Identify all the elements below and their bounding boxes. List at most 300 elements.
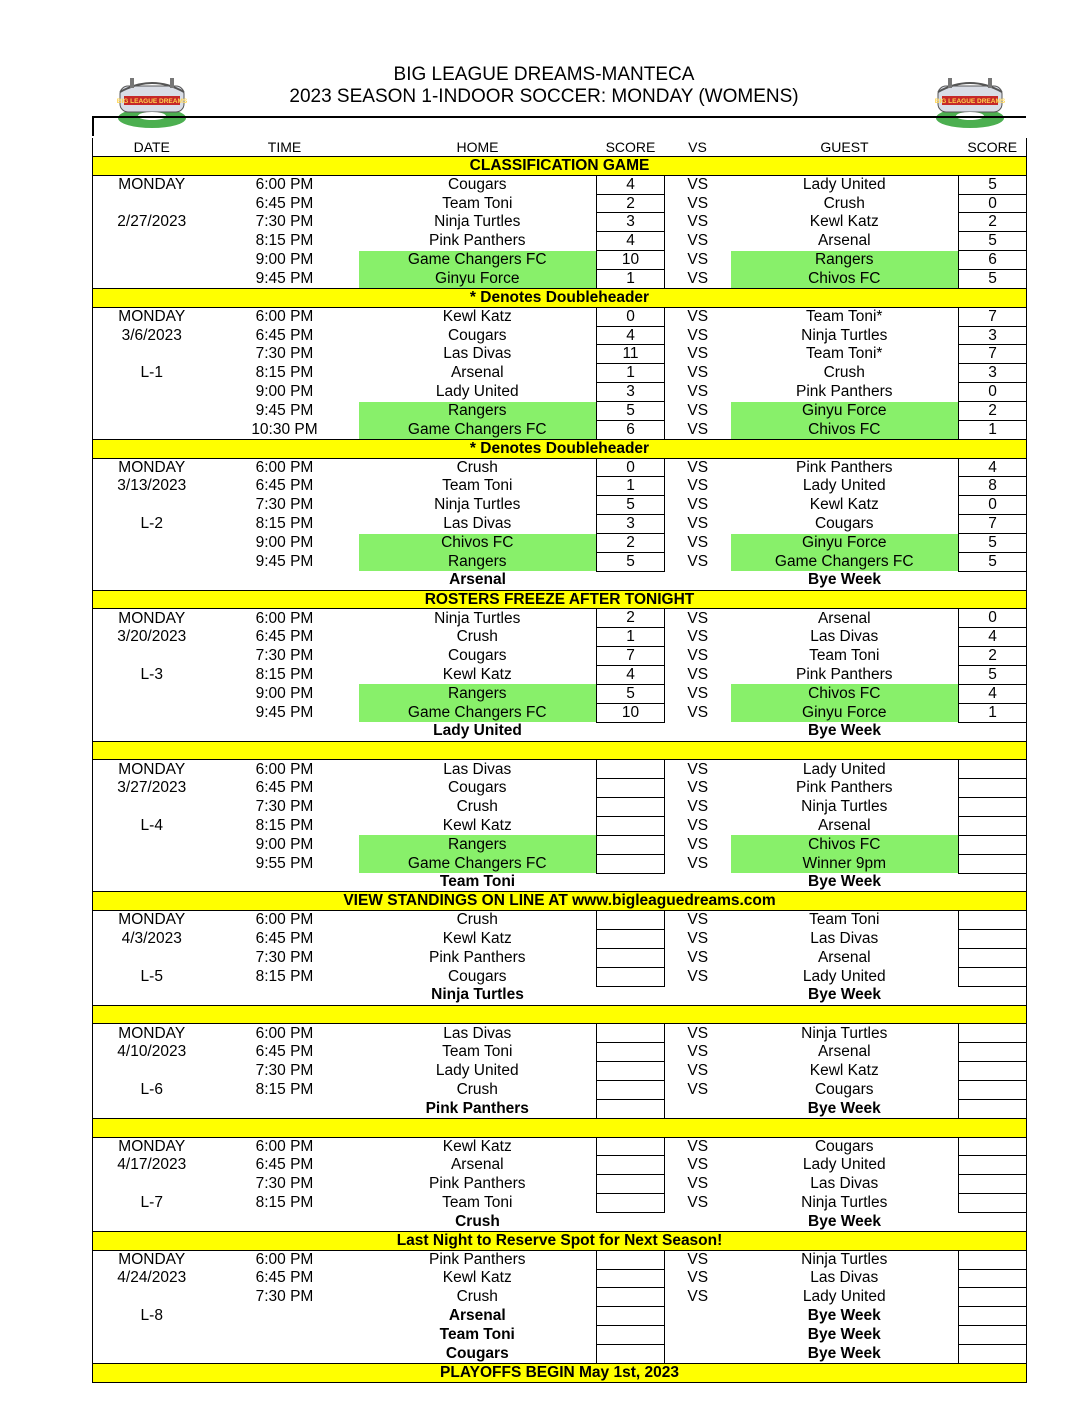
guest-score-cell: 3 <box>959 326 1027 345</box>
guest-team-cell: Rangers <box>731 251 959 270</box>
home-score-cell <box>597 911 665 930</box>
home-score-cell: 1 <box>597 270 665 289</box>
table-row <box>93 703 1027 722</box>
schedule-table <box>92 138 1027 1383</box>
vs-cell: VS <box>687 665 709 683</box>
vs-cell: VS <box>687 383 709 401</box>
vs-cell: VS <box>687 1250 709 1268</box>
guest-score-cell <box>959 760 1027 779</box>
home-score-cell <box>597 1024 665 1043</box>
home-team-cell: Ninja Turtles <box>434 609 521 627</box>
home-score-cell <box>597 1288 665 1307</box>
date-cell <box>93 194 211 213</box>
home-team-cell: Crush <box>456 458 498 476</box>
time-cell: 9:45 PM <box>255 703 314 721</box>
vs-cell: VS <box>687 345 709 363</box>
time-cell: 6:45 PM <box>255 326 314 344</box>
date-cell <box>93 1175 211 1194</box>
home-team-cell: Kewl Katz <box>442 816 512 834</box>
table-row <box>93 307 1027 326</box>
table-row <box>93 1269 1027 1288</box>
home-score-cell <box>597 1250 665 1269</box>
guest-score-cell <box>959 835 1027 854</box>
home-score-cell: 3 <box>597 213 665 232</box>
home-score-cell: 3 <box>597 383 665 402</box>
date-cell <box>93 251 211 270</box>
time-cell <box>211 1212 359 1231</box>
home-score-cell <box>597 967 665 986</box>
guest-team-cell: Arsenal <box>817 232 871 250</box>
vs-cell: VS <box>687 533 709 551</box>
home-team-cell: Game Changers FC <box>359 703 597 722</box>
vs-cell <box>665 986 731 1005</box>
vs-cell: VS <box>687 798 709 815</box>
guest-score-cell <box>959 1024 1027 1043</box>
date-cell: 4/17/2023 <box>93 1156 211 1175</box>
guest-score-cell: 7 <box>959 515 1027 534</box>
home-score-cell: 4 <box>597 232 665 251</box>
table-row <box>93 270 1027 289</box>
home-score-cell: 2 <box>597 194 665 213</box>
home-score-cell <box>597 1062 665 1081</box>
table-row <box>93 402 1027 421</box>
home-score-cell: 4 <box>597 175 665 194</box>
date-cell: L-5 <box>93 967 211 986</box>
guest-score-cell: 1 <box>959 420 1027 439</box>
table-row <box>93 1345 1027 1364</box>
home-team-cell: Arsenal <box>450 364 504 382</box>
time-cell <box>211 1345 359 1364</box>
guest-score-cell <box>959 1288 1027 1307</box>
guest-score-cell <box>959 1099 1027 1118</box>
time-cell: 6:00 PM <box>255 307 314 325</box>
guest-team-cell: Arsenal <box>817 609 871 627</box>
home-team-cell: Team Toni <box>439 1326 515 1344</box>
guest-team-cell: Bye Week <box>808 873 881 891</box>
date-cell <box>93 986 211 1005</box>
time-cell: 9:45 PM <box>255 552 314 570</box>
time-cell: 6:00 PM <box>255 175 314 193</box>
vs-cell <box>665 1345 731 1364</box>
guest-score-cell: 5 <box>959 175 1027 194</box>
home-team-cell: Game Changers FC <box>359 251 597 270</box>
banner-row <box>93 590 1027 609</box>
date-cell: 3/27/2023 <box>93 779 211 798</box>
guest-score-cell <box>959 854 1027 873</box>
vs-cell: VS <box>687 854 709 872</box>
table-row <box>93 326 1027 345</box>
date-cell: 4/24/2023 <box>93 1269 211 1288</box>
table-row <box>93 496 1027 515</box>
guest-score-cell: 4 <box>959 458 1027 477</box>
home-score-cell <box>597 948 665 967</box>
home-score-cell: 6 <box>597 420 665 439</box>
home-team-cell: Crush <box>456 1080 498 1098</box>
date-cell: 3/13/2023 <box>93 477 211 496</box>
vs-cell: VS <box>687 194 709 212</box>
time-cell: 8:15 PM <box>255 1194 314 1212</box>
time-cell: 8:15 PM <box>255 515 314 533</box>
guest-team-cell: Crush <box>823 364 865 382</box>
home-score-cell <box>597 986 665 1005</box>
guest-score-cell: 5 <box>959 232 1027 251</box>
guest-score-cell <box>959 1137 1027 1156</box>
guest-score-cell <box>959 1212 1027 1231</box>
home-score-cell <box>597 835 665 854</box>
guest-team-cell: Kewl Katz <box>809 496 879 514</box>
vs-cell: VS <box>687 930 709 948</box>
vs-cell: VS <box>687 1175 709 1193</box>
home-score-cell: 1 <box>597 364 665 383</box>
time-cell: 8:15 PM <box>255 1080 314 1098</box>
table-row <box>93 1288 1027 1307</box>
home-score-cell <box>597 571 665 590</box>
guest-team-cell: Pink Panthers <box>796 458 893 476</box>
home-team-cell: Pink Panthers <box>429 1250 526 1268</box>
home-team-cell: Cougars <box>447 175 507 193</box>
vs-cell: VS <box>687 1024 709 1042</box>
banner-text: * Denotes Doubleheader <box>93 288 1027 307</box>
home-score-cell <box>597 854 665 873</box>
table-row <box>93 1212 1027 1231</box>
table-row <box>93 647 1027 666</box>
time-cell: 6:45 PM <box>255 628 314 646</box>
guest-team-cell: Game Changers FC <box>731 552 959 571</box>
time-cell: 9:00 PM <box>255 251 314 269</box>
home-team-cell: Cougars <box>447 967 507 985</box>
vs-cell: VS <box>687 496 709 514</box>
guest-team-cell: Bye Week <box>807 1099 881 1117</box>
table-row <box>93 779 1027 798</box>
home-team-cell: Rangers <box>359 402 597 421</box>
guest-team-cell: Bye Week <box>807 1326 881 1344</box>
guest-score-cell <box>959 798 1027 817</box>
table-row <box>93 571 1027 590</box>
time-cell <box>211 1307 359 1326</box>
home-score-cell <box>597 816 665 835</box>
vs-cell: VS <box>687 1137 709 1155</box>
guest-team-cell: Las Divas <box>810 1175 879 1193</box>
date-cell <box>93 571 211 590</box>
date-cell <box>93 1288 211 1307</box>
schedule-body <box>93 138 1027 1382</box>
table-row <box>93 1024 1027 1043</box>
guest-score-cell <box>959 1326 1027 1345</box>
guest-team-cell: Ginyu Force <box>731 402 959 421</box>
home-score-cell <box>597 722 665 741</box>
home-score-cell <box>597 1080 665 1099</box>
home-team-cell: Team Toni <box>442 1194 513 1212</box>
table-row <box>93 948 1027 967</box>
vs-cell: VS <box>687 835 709 853</box>
home-team-cell: Cougars <box>447 779 507 797</box>
time-cell: 6:45 PM <box>255 1043 314 1061</box>
vs-cell: VS <box>687 609 709 627</box>
guest-team-cell: Cougars <box>814 1137 874 1155</box>
table-row <box>93 854 1027 873</box>
home-score-cell: 0 <box>597 458 665 477</box>
vs-cell: VS <box>687 364 709 382</box>
column-header-vs: VS <box>665 138 731 156</box>
date-cell: L-8 <box>93 1307 211 1326</box>
guest-team-cell: Ginyu Force <box>731 703 959 722</box>
date-cell <box>93 1099 211 1118</box>
vs-cell: VS <box>687 326 709 344</box>
home-team-cell: Team Toni <box>442 194 513 212</box>
home-team-cell: Rangers <box>359 835 597 854</box>
vs-cell: VS <box>687 1269 709 1287</box>
date-cell: L-6 <box>93 1080 211 1099</box>
vs-cell <box>665 1326 731 1345</box>
date-cell <box>93 722 211 741</box>
guest-score-cell <box>959 816 1027 835</box>
column-header-date: DATE <box>93 138 211 156</box>
table-row <box>93 967 1027 986</box>
vs-cell: VS <box>687 552 709 570</box>
guest-score-cell: 2 <box>959 213 1027 232</box>
home-team-cell: Las Divas <box>443 515 512 533</box>
guest-score-cell: 3 <box>959 364 1027 383</box>
guest-team-cell: Ginyu Force <box>731 534 959 553</box>
vs-cell: VS <box>687 477 709 495</box>
home-team-cell: Ninja Turtles <box>434 213 521 231</box>
home-team-cell: Lady United <box>433 722 522 740</box>
date-cell: MONDAY <box>93 458 211 477</box>
guest-team-cell: Bye Week <box>808 722 881 740</box>
date-cell: MONDAY <box>93 1024 211 1043</box>
banner-text: PLAYOFFS BEGIN May 1st, 2023 <box>93 1363 1027 1382</box>
guest-team-cell: Kewl Katz <box>809 1062 879 1080</box>
time-cell: 7:30 PM <box>255 496 314 514</box>
guest-team-cell: Cougars <box>814 515 874 533</box>
guest-team-cell: Bye Week <box>807 1307 881 1325</box>
home-team-cell: Las Divas <box>443 760 512 778</box>
vs-cell: VS <box>687 779 709 797</box>
table-row <box>93 1080 1027 1099</box>
vs-cell: VS <box>687 1194 709 1212</box>
guest-score-cell <box>959 1269 1027 1288</box>
guest-score-cell: 0 <box>959 496 1027 515</box>
date-cell <box>93 835 211 854</box>
table-row <box>93 552 1027 571</box>
time-cell: 6:00 PM <box>255 1250 314 1268</box>
home-team-cell: Game Changers FC <box>359 420 597 439</box>
banner-row <box>93 1231 1027 1250</box>
table-row <box>93 628 1027 647</box>
vs-cell: VS <box>687 420 709 438</box>
home-team-cell: Rangers <box>359 684 597 703</box>
time-cell <box>211 1326 359 1345</box>
home-team-cell: Pink Panthers <box>429 1175 526 1193</box>
guest-team-cell: Bye Week <box>808 986 881 1004</box>
time-cell: 6:00 PM <box>255 911 314 929</box>
guest-score-cell <box>959 1345 1027 1364</box>
banner-row <box>93 1118 1027 1137</box>
guest-team-cell: Arsenal <box>817 1043 871 1061</box>
table-row <box>93 477 1027 496</box>
guest-team-cell: Ninja Turtles <box>801 1250 888 1268</box>
vs-cell <box>665 722 731 741</box>
vs-cell: VS <box>687 213 709 231</box>
home-team-cell: Crush <box>456 911 498 929</box>
home-team-cell: Crush <box>456 1288 498 1306</box>
date-cell: 4/10/2023 <box>93 1043 211 1062</box>
time-cell: 9:55 PM <box>255 854 314 872</box>
home-team-cell: Kewl Katz <box>442 1269 512 1287</box>
time-cell: 7:30 PM <box>255 647 314 665</box>
time-cell: 9:00 PM <box>255 533 314 551</box>
time-cell: 6:00 PM <box>255 760 314 778</box>
vs-cell <box>665 873 731 892</box>
guest-team-cell: Las Divas <box>810 628 879 646</box>
home-team-cell: Team Toni <box>442 1043 513 1061</box>
time-cell: 6:00 PM <box>255 609 314 627</box>
time-cell: 8:15 PM <box>255 816 314 834</box>
time-cell: 9:00 PM <box>255 383 314 401</box>
column-header-guest: GUEST <box>731 138 959 156</box>
home-team-cell: Cougars <box>447 326 507 344</box>
guest-score-cell: 0 <box>959 194 1027 213</box>
date-cell <box>93 1212 211 1231</box>
table-row <box>93 1250 1027 1269</box>
guest-score-cell <box>959 1175 1027 1194</box>
guest-team-cell: Winner 9pm <box>731 854 959 873</box>
home-score-cell <box>597 1194 665 1213</box>
guest-score-cell: 7 <box>959 345 1027 364</box>
time-cell <box>211 571 359 590</box>
vs-cell: VS <box>687 628 709 646</box>
guest-score-cell: 2 <box>959 402 1027 421</box>
home-team-cell: Game Changers FC <box>359 854 597 873</box>
date-cell <box>93 684 211 703</box>
home-score-cell: 0 <box>597 307 665 326</box>
guest-team-cell: Las Divas <box>810 930 879 948</box>
home-score-cell: 10 <box>597 703 665 722</box>
guest-score-cell <box>959 779 1027 798</box>
time-cell: 6:45 PM <box>255 1269 314 1287</box>
home-team-cell: Lady United <box>435 1062 519 1080</box>
guest-team-cell: Lady United <box>802 967 886 985</box>
home-team-cell: Pink Panthers <box>429 948 526 966</box>
table-row <box>93 760 1027 779</box>
date-cell: 2/27/2023 <box>93 213 211 232</box>
banner-row <box>93 741 1027 760</box>
date-cell <box>93 345 211 364</box>
home-score-cell <box>597 760 665 779</box>
guest-score-cell <box>959 722 1027 741</box>
guest-team-cell: Bye Week <box>808 571 881 589</box>
date-cell <box>93 1062 211 1081</box>
time-cell <box>211 986 359 1005</box>
guest-team-cell: Pink Panthers <box>796 383 893 401</box>
guest-team-cell: Pink Panthers <box>796 779 893 797</box>
page-subtitle: 2023 SEASON 1-INDOOR SOCCER: MONDAY (WOMENS) <box>289 86 799 107</box>
date-cell: L-1 <box>93 364 211 383</box>
time-cell: 6:00 PM <box>255 1137 314 1155</box>
guest-team-cell: Cougars <box>814 1080 874 1098</box>
vs-cell: VS <box>687 967 709 985</box>
date-cell <box>93 383 211 402</box>
guest-score-cell: 2 <box>959 647 1027 666</box>
guest-team-cell: Ninja Turtles <box>801 1194 888 1212</box>
table-row <box>93 515 1027 534</box>
home-score-cell <box>597 873 665 892</box>
home-team-cell: Cougars <box>447 647 507 665</box>
guest-score-cell: 7 <box>959 307 1027 326</box>
home-team-cell: Arsenal <box>450 1156 504 1174</box>
time-cell: 7:30 PM <box>255 345 314 363</box>
column-header-home: HOME <box>359 138 597 156</box>
vs-cell: VS <box>687 1080 709 1098</box>
vs-cell: VS <box>687 515 709 533</box>
guest-score-cell: 5 <box>959 270 1027 289</box>
table-row <box>93 911 1027 930</box>
table-row <box>93 1175 1027 1194</box>
column-header-row <box>93 138 1027 156</box>
guest-score-cell <box>959 948 1027 967</box>
date-cell: 4/3/2023 <box>93 930 211 949</box>
date-cell: L-2 <box>93 515 211 534</box>
guest-score-cell <box>959 930 1027 949</box>
time-cell: 6:00 PM <box>255 1024 314 1042</box>
guest-score-cell <box>959 1307 1027 1326</box>
vs-cell: VS <box>687 760 709 778</box>
table-row <box>93 1326 1027 1345</box>
date-cell <box>93 420 211 439</box>
home-score-cell <box>597 779 665 798</box>
home-team-cell: Las Divas <box>443 1024 512 1042</box>
table-row <box>93 1307 1027 1326</box>
table-top-border <box>92 116 1026 136</box>
home-team-cell: Kewl Katz <box>442 665 512 683</box>
guest-team-cell: Team Toni <box>809 911 880 929</box>
vs-cell: VS <box>687 1156 709 1174</box>
table-row <box>93 420 1027 439</box>
vs-cell: VS <box>687 269 709 287</box>
home-team-cell: Kewl Katz <box>442 930 512 948</box>
vs-cell: VS <box>687 647 709 665</box>
vs-cell <box>665 571 731 590</box>
time-cell <box>211 722 359 741</box>
table-row <box>93 383 1027 402</box>
guest-score-cell <box>959 967 1027 986</box>
vs-cell: VS <box>687 948 709 966</box>
home-score-cell: 10 <box>597 251 665 270</box>
table-row <box>93 194 1027 213</box>
time-cell: 10:30 PM <box>251 420 318 438</box>
home-score-cell <box>597 1137 665 1156</box>
date-cell <box>93 1345 211 1364</box>
guest-score-cell: 5 <box>959 666 1027 685</box>
banner-text <box>93 741 1027 760</box>
guest-team-cell: Team Toni <box>809 647 880 665</box>
vs-cell: VS <box>687 1288 709 1306</box>
guest-team-cell: Ninja Turtles <box>801 1024 888 1042</box>
time-cell: 9:00 PM <box>255 684 314 702</box>
vs-cell: VS <box>687 684 709 702</box>
home-score-cell: 11 <box>597 345 665 364</box>
table-row <box>93 175 1027 194</box>
home-score-cell <box>597 1345 665 1364</box>
banner-text: VIEW STANDINGS ON LINE AT www.bigleaguedreams.com <box>93 892 1027 911</box>
date-cell: MONDAY <box>93 1137 211 1156</box>
time-cell <box>211 1099 359 1118</box>
date-cell <box>93 534 211 553</box>
time-cell: 7:30 PM <box>255 948 314 966</box>
home-team-cell: Crush <box>456 628 498 646</box>
table-row <box>93 1062 1027 1081</box>
home-score-cell: 5 <box>597 684 665 703</box>
